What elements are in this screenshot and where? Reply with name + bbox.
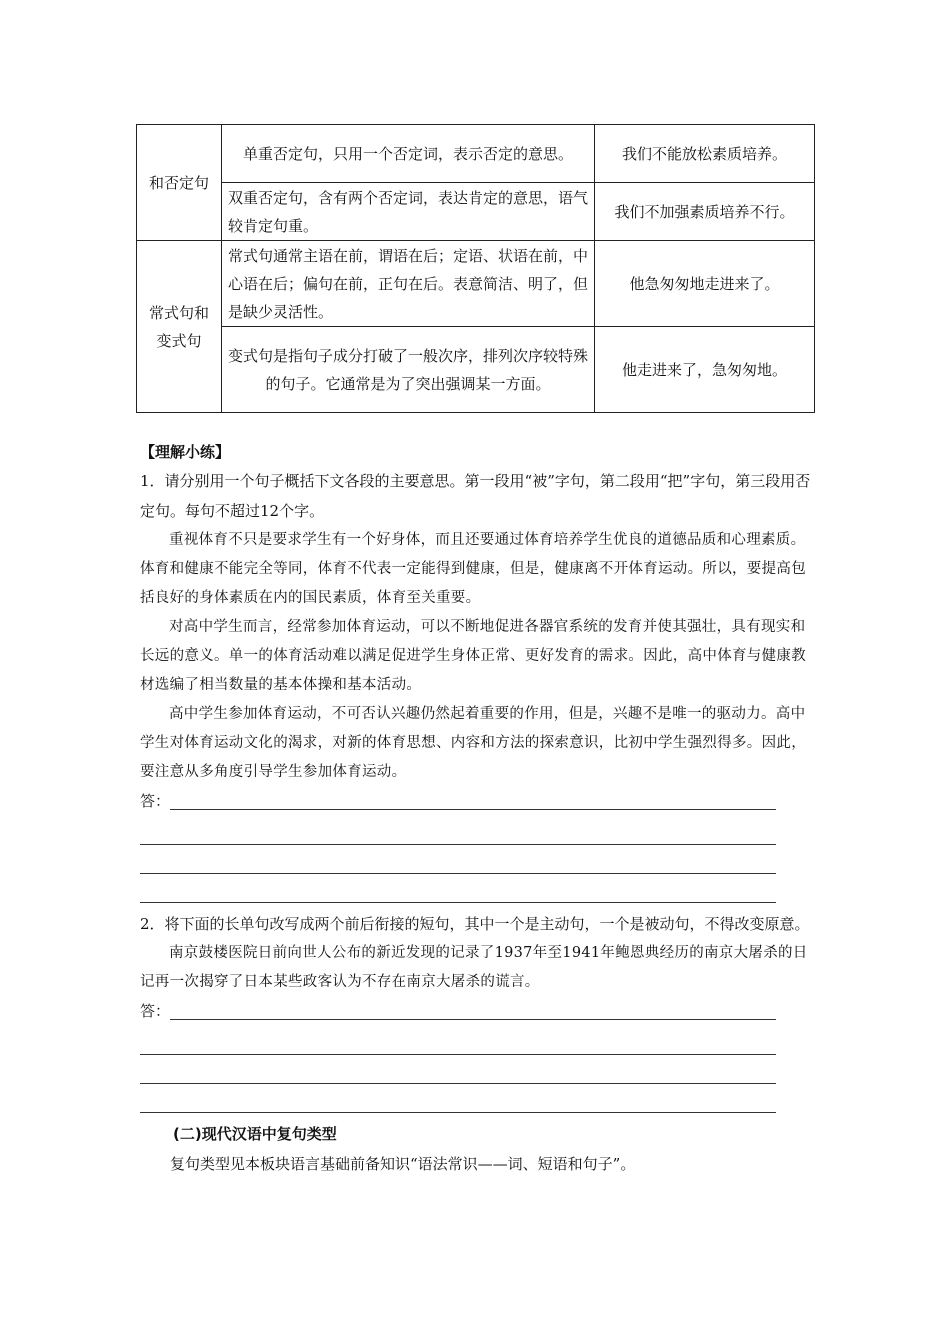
answer-area-1: [140, 787, 812, 903]
example-cell: 他走进来了，急匆匆地。: [595, 327, 815, 413]
description-cell: 双重否定句，含有两个否定词，表达肯定的意思，语气较肯定句重。: [222, 183, 595, 241]
answer-line[interactable]: [140, 845, 776, 874]
table-row: [137, 125, 815, 183]
table-row: [137, 327, 815, 413]
passage-paragraph: 对高中学生而言，经常参加体育运动，可以不断地促进各器官系统的发育并使其强壮，具有现实和长远的意义。单一的体育活动难以满足促进学生身体正常、更好发育的需求。因此，高中体育与健康教材选编了相当数量的基本体操和基本活动。: [140, 619, 806, 693]
question-1-passage: [140, 526, 812, 787]
answer-line[interactable]: [140, 816, 776, 845]
example-cell: 我们不加强素质培养不行。: [595, 183, 815, 241]
answer-area-2: [140, 997, 812, 1113]
passage-paragraph: 重视体育不只是要求学生有一个好身体，而且还要通过体育培养学生优良的道德品质和心理素质。体育和健康不能完全等同，体育不代表一定能得到健康，但是，健康离不开体育运动。所以，要提高包括良好的身体素质在内的国民素质，体育至关重要。: [140, 532, 806, 606]
answer-line[interactable]: [140, 1026, 776, 1055]
table-row: [137, 241, 815, 327]
description-cell: 变式句是指句子成分打破了一般次序，排列次序较特殊的句子。它通常是为了突出强调某一方面。: [222, 327, 595, 413]
answer-line[interactable]: [140, 1084, 776, 1113]
example-cell: 他急匆匆地走进来了。: [595, 241, 815, 327]
practice-section: [140, 438, 812, 1179]
description-cell: 常式句通常主语在前，谓语在后；定语、状语在前，中心语在后；偏句在前，正句在后。表意简洁、明了，但是缺少灵活性。: [222, 241, 595, 327]
section-2-title: (二)现代汉语中复句类型: [173, 1125, 337, 1143]
passage-paragraph: 南京鼓楼医院日前向世人公布的新近发现的记录了1937年至1941年鲍恩典经历的南京大屠杀的日记再一次揭穿了日本某些政客认为不存在南京大屠杀的谎言。: [140, 945, 808, 990]
answer-line[interactable]: [140, 997, 776, 1026]
example-cell: 我们不能放松素质培养。: [595, 125, 815, 183]
answer-label: 答：: [140, 792, 171, 810]
grammar-table: [136, 124, 815, 413]
table-row: [137, 183, 815, 241]
category-cell-order: 常式句和变式句: [137, 241, 222, 413]
question-2-passage: [140, 939, 812, 997]
question-2: 2．将下面的长单句改写成两个前后衔接的短句，其中一个是主动句，一个是被动句，不得改变原意。: [140, 915, 810, 933]
section-2-text: 复句类型见本板块语言基础前备知识“语法常识——词、短语和句子”。: [170, 1155, 636, 1173]
practice-heading: 【理解小练】: [140, 443, 231, 461]
description-cell: 单重否定句，只用一个否定词，表示否定的意思。: [222, 125, 595, 183]
answer-line[interactable]: [140, 1055, 776, 1084]
answer-line[interactable]: [140, 787, 776, 816]
passage-paragraph: 高中学生参加体育运动，不可否认兴趣仍然起着重要的作用，但是，兴趣不是唯一的驱动力。高中学生对体育运动文化的渴求，对新的体育思想、内容和方法的探索意识，比初中学生强烈得多。因此，要注意从多角度引导学生参加体育运动。: [140, 706, 806, 780]
answer-label: 答：: [140, 1002, 171, 1020]
question-1: 1．请分别用一个句子概括下文各段的主要意思。第一段用“被”字句，第二段用“把”字句，第三段用否定句。每句不超过12个字。: [140, 472, 811, 520]
category-cell-negative: 和否定句: [137, 125, 222, 241]
answer-line[interactable]: [140, 874, 776, 903]
